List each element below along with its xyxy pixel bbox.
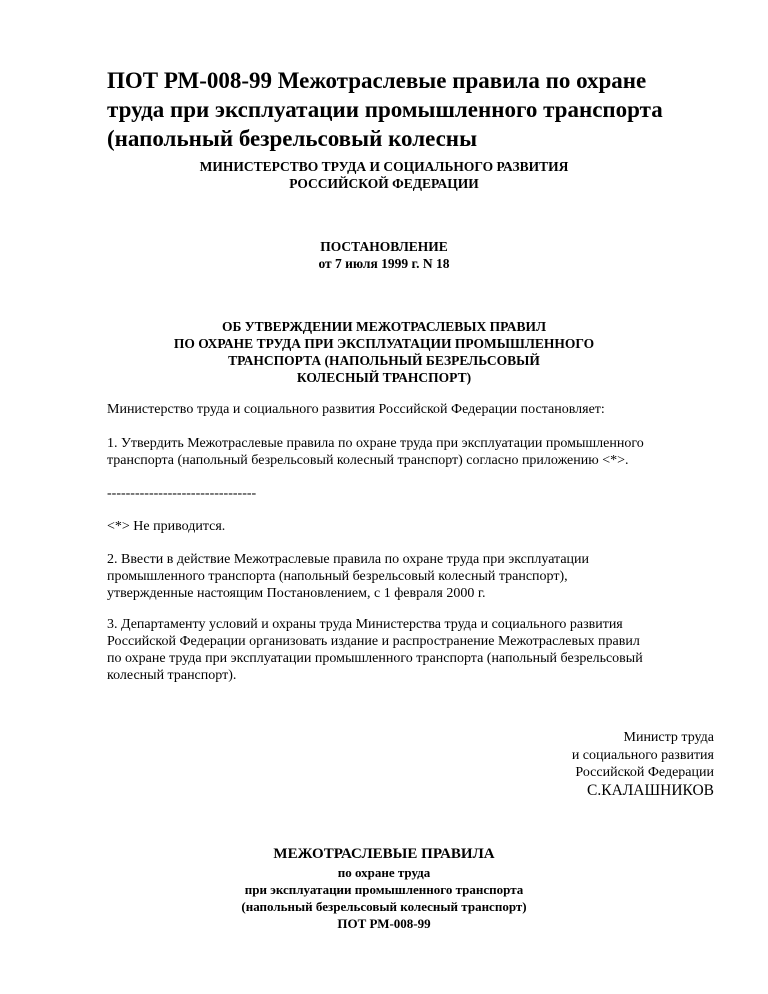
footnote-text: <*> Не приводится. <box>107 519 226 534</box>
title-line-1: ПОТ РМ-008-99 Межотраслевые правила по охране <box>107 68 647 93</box>
signature-block <box>572 729 714 799</box>
subject-line-2: ПО ОХРАНЕ ТРУДА ПРИ ЭКСПЛУАТАЦИИ ПРОМЫШЛЕННОГО <box>173 336 595 351</box>
rules-heading-line-3: при эксплуатации промышленного транспорта <box>244 882 524 897</box>
footnote-separator <box>107 485 707 502</box>
signature-line-3: Российской Федерации <box>575 765 714 780</box>
decree-subject <box>0 318 768 386</box>
item-3-paragraph <box>107 616 707 684</box>
footnote-paragraph <box>107 518 707 535</box>
rules-heading <box>0 845 768 932</box>
signatory-name: С.КАЛАШНИКОВ <box>587 781 714 799</box>
intro-text: Министерство труда и социального развития Российской Федерации постановляет: <box>107 402 605 417</box>
decree-heading <box>0 238 768 272</box>
item-1-line-1: 1. Утвердить Межотраслевые правила по охране труда при эксплуатации промышленного <box>107 436 644 451</box>
item-3-line-1: 3. Департаменту условий и охраны труда Министерства труда и социального развития <box>107 617 623 632</box>
signature-line-1: Министр труда <box>623 730 714 745</box>
separator-line: -------------------------------- <box>107 486 257 501</box>
decree-type: ПОСТАНОВЛЕНИЕ <box>320 239 448 254</box>
rules-heading-line-5: ПОТ РМ-008-99 <box>337 916 431 931</box>
subject-line-3: ТРАНСПОРТА (НАПОЛЬНЫЙ БЕЗРЕЛЬСОВЫЙ <box>228 353 540 368</box>
title-line-2: труда при эксплуатации промышленного транспорта <box>107 97 663 122</box>
subject-line-4: КОЛЕСНЫЙ ТРАНСПОРТ) <box>296 370 472 385</box>
item-2-line-1: 2. Ввести в действие Межотраслевые правила по охране труда при эксплуатации <box>107 552 590 567</box>
ministry-heading <box>0 158 768 192</box>
item-2-line-3: утвержденные настоящим Постановлением, с 1 февраля 2000 г. <box>107 586 486 601</box>
rules-heading-line-4: (напольный безрельсовый колесный транспорт) <box>241 899 527 914</box>
subject-line-1: ОБ УТВЕРЖДЕНИИ МЕЖОТРАСЛЕВЫХ ПРАВИЛ <box>221 319 547 334</box>
ministry-line-1: МИНИСТЕРСТВО ТРУДА И СОЦИАЛЬНОГО РАЗВИТИЯ <box>199 159 569 174</box>
item-1-paragraph <box>107 435 707 469</box>
item-2-paragraph <box>107 551 707 602</box>
item-3-line-4: колесный транспорт). <box>107 668 237 683</box>
rules-heading-line-1: МЕЖОТРАСЛЕВЫЕ ПРАВИЛА <box>273 846 495 862</box>
signature-line-2: и социального развития <box>571 747 714 763</box>
intro-paragraph <box>107 401 707 418</box>
item-2-line-2: промышленного транспорта (напольный безрельсовый колесный транспорт), <box>107 569 568 584</box>
ministry-line-2: РОССИЙСКОЙ ФЕДЕРАЦИИ <box>289 176 479 191</box>
title-line-3: (напольный безрельсовый колесны <box>107 126 478 151</box>
document-title <box>107 66 707 153</box>
item-3-line-3: по охране труда при эксплуатации промышленного транспорта (напольный безрельсовый <box>107 651 643 666</box>
item-1-line-2: транспорта (напольный безрельсовый колесный транспорт) согласно приложению <*>. <box>107 453 629 468</box>
item-3-line-2: Российской Федерации организовать издание и распространение Межотраслевых правил <box>107 634 640 649</box>
decree-date-number: от 7 июля 1999 г. N 18 <box>318 256 450 271</box>
rules-heading-line-2: по охране труда <box>337 865 431 880</box>
